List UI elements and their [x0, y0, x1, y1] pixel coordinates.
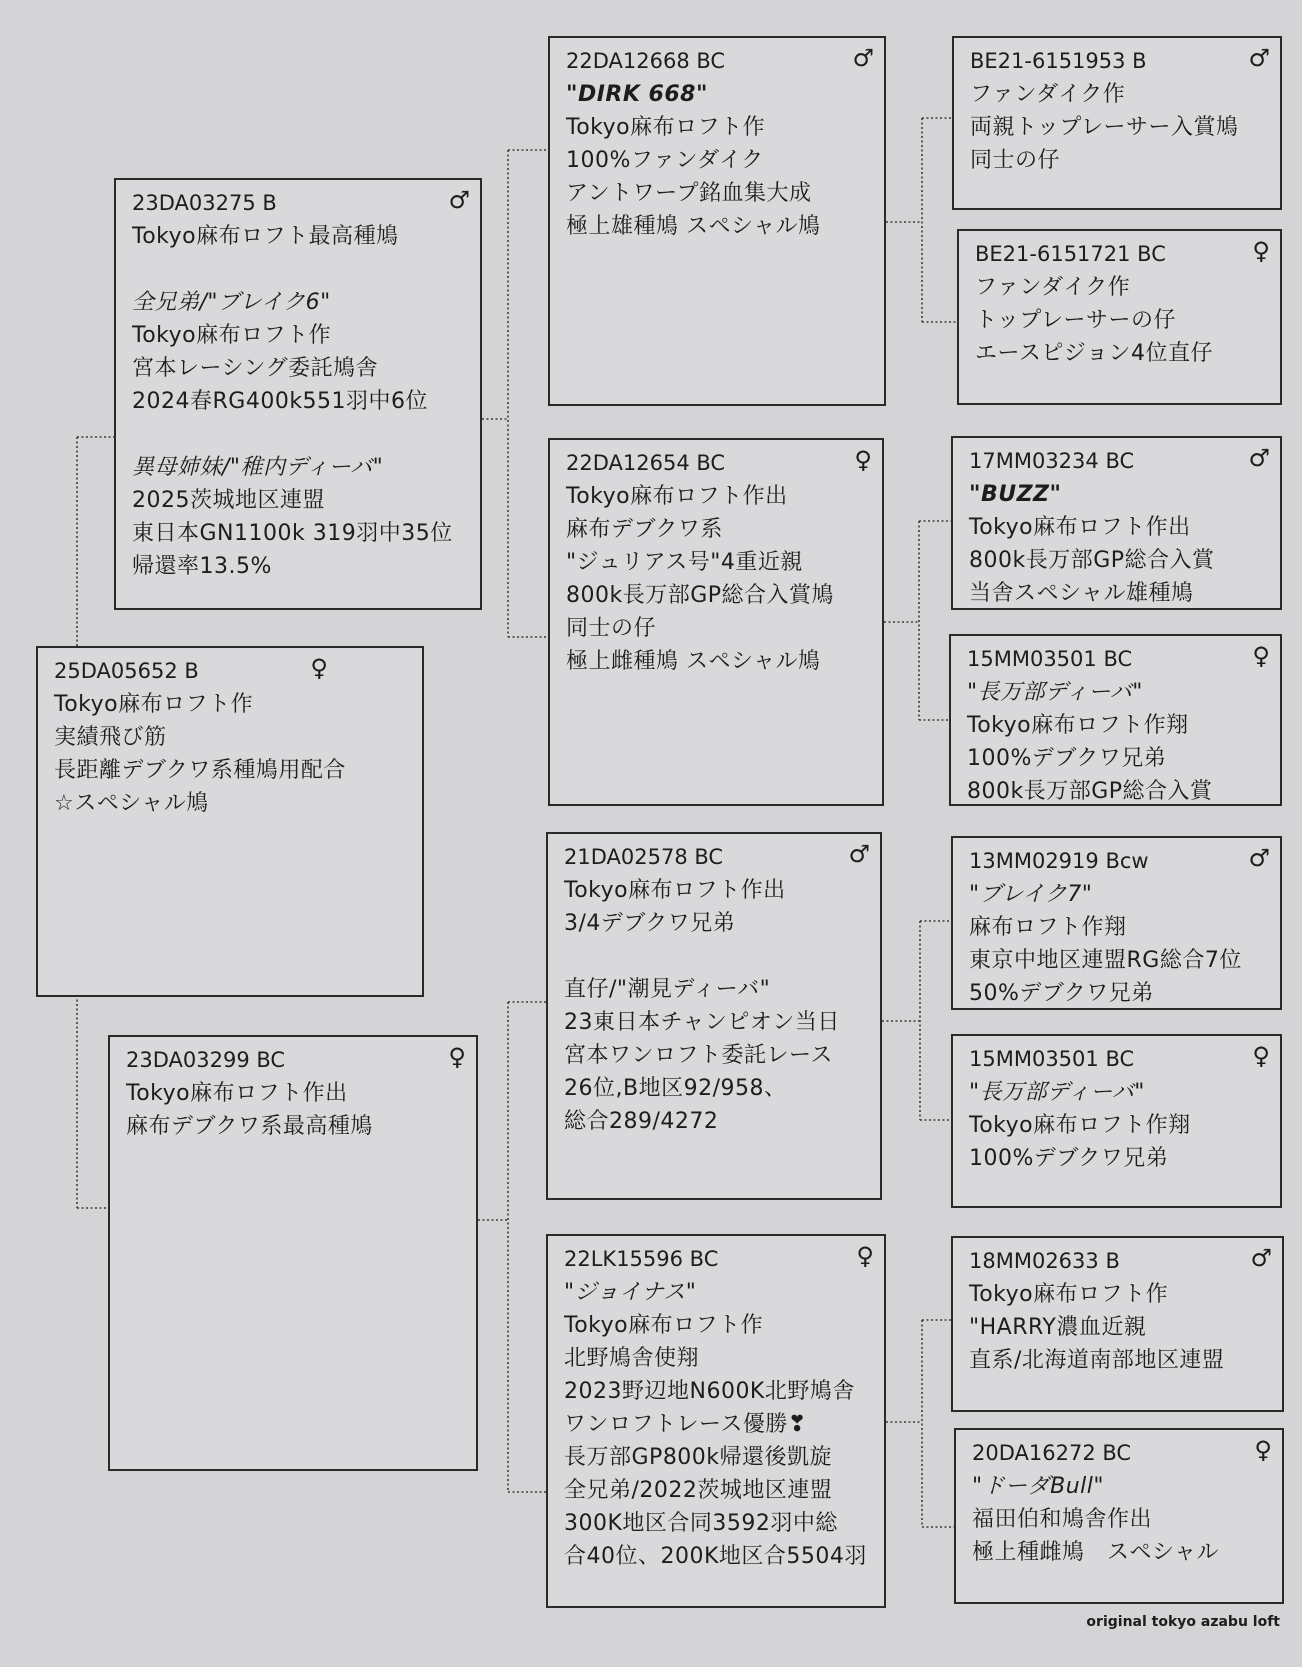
description-lines [126, 1077, 468, 1143]
band-number: 20DA16272 BC [972, 1441, 1132, 1465]
description-line: 3/4デブクワ兄弟 [564, 911, 736, 936]
description-line: "BUZZ" [969, 482, 1062, 507]
description-lines [967, 676, 1272, 808]
description-line: "DIRK 668" [566, 82, 708, 107]
description-line: Tokyo麻布ロフト最高種鳩 [132, 224, 399, 249]
description-line: 極上雄種鳩 スペシャル鳩 [566, 214, 821, 239]
pedigree-card-ggp-8 [954, 1428, 1284, 1604]
pedigree-card-sire-dam [548, 438, 884, 806]
sex-symbol: ♀ [310, 654, 328, 682]
description-line: 100%ファンダイク [566, 148, 764, 173]
description-lines [969, 1076, 1272, 1175]
band-number: BE21-6151953 B [970, 49, 1147, 73]
sex-symbol: ♀ [856, 1242, 874, 1270]
pedigree-card-ggp-6 [951, 1034, 1282, 1208]
pedigree-card-ggp-1 [952, 36, 1282, 210]
description-line: アントワープ銘血集大成 [566, 181, 812, 206]
description-line: 300K地区合同3592羽中総 [564, 1511, 838, 1536]
band-number: 21DA02578 BC [564, 845, 724, 869]
description-lines [969, 878, 1272, 1010]
sex-symbol: ♂ [848, 840, 870, 868]
description-line: ファンダイク作 [975, 275, 1131, 300]
description-line: "ドーダBull" [972, 1474, 1104, 1499]
band-number: 25DA05652 B [54, 659, 199, 683]
pedigree-card-ggp-7 [951, 1236, 1284, 1412]
band-number: 22DA12668 BC [566, 49, 726, 73]
description-line: 直系/北海道南部地区連盟 [969, 1348, 1225, 1373]
band-number: 22LK15596 BC [564, 1247, 719, 1271]
description-lines [54, 688, 414, 820]
band-number: 15MM03501 BC [967, 647, 1133, 671]
band-number: 17MM03234 BC [969, 449, 1135, 473]
description-line: Tokyo麻布ロフト作出 [969, 515, 1191, 540]
description-line: 当舎スペシャル雄種鳩 [969, 581, 1194, 606]
sex-symbol: ♂ [1248, 44, 1270, 72]
sex-symbol: ♂ [448, 186, 470, 214]
description-line: 全兄弟/"ブレイク6" [132, 290, 331, 315]
description-lines [564, 1276, 876, 1573]
pedigree-card-ggp-2 [957, 229, 1282, 405]
description-line: 麻布ロフト作翔 [969, 915, 1127, 940]
band-number: 23DA03275 B [132, 191, 277, 215]
sex-symbol: ♀ [1252, 1042, 1270, 1070]
description-line: 100%デブクワ兄弟 [969, 1146, 1169, 1171]
description-line: 800k長万部GP総合入賞 [967, 779, 1213, 804]
description-lines [566, 78, 876, 243]
pedigree-card-ggp-3 [951, 436, 1282, 610]
pedigree-card-subject [36, 646, 424, 997]
description-line: Tokyo麻布ロフト作出 [126, 1081, 348, 1106]
description-lines [566, 480, 874, 678]
description-line: 50%デブクワ兄弟 [969, 981, 1154, 1006]
description-line: Tokyo麻布ロフト作 [54, 692, 254, 717]
pedigree-card-sire-sire [548, 36, 886, 406]
description-line: 同士の仔 [970, 148, 1061, 173]
description-line: 23東日本チャンピオン当日 [564, 1010, 840, 1035]
band-number: BE21-6151721 BC [975, 242, 1166, 266]
pedigree-card-dam-sire [546, 832, 882, 1200]
band-number: 23DA03299 BC [126, 1048, 286, 1072]
description-line: 2025茨城地区連盟 [132, 488, 325, 513]
description-line: 東日本GN1100k 319羽中35位 [132, 521, 453, 546]
description-line: 合40位、200K地区合5504羽 [564, 1544, 867, 1569]
description-line: 2024春RG400k551羽中6位 [132, 389, 429, 414]
description-line: Tokyo麻布ロフト作出 [564, 878, 786, 903]
description-line: Tokyo麻布ロフト作 [564, 1313, 764, 1338]
pedigree-card-dam-dam [546, 1234, 886, 1608]
sex-symbol: ♀ [1252, 237, 1270, 265]
description-line: 麻布デブクワ系最高種鳩 [126, 1114, 373, 1139]
description-line: "ジョイナス" [564, 1280, 697, 1305]
band-number: 13MM02919 Bcw [969, 849, 1149, 873]
description-line: 異母姉妹/"稚内ディーバ" [132, 455, 384, 480]
description-line: 宮本レーシング委託鳩舎 [132, 356, 379, 381]
description-lines [969, 1278, 1274, 1377]
description-line: "ブレイク7" [969, 882, 1093, 907]
description-line: 100%デブクワ兄弟 [967, 746, 1167, 771]
description-line: 帰還率13.5% [132, 554, 272, 579]
description-line: 直仔/"潮見ディーバ" [564, 977, 771, 1002]
description-line: 極上種雌鳩 スペシャル [972, 1540, 1220, 1565]
description-line: "長万部ディーバ" [967, 680, 1143, 705]
band-number: 22DA12654 BC [566, 451, 726, 475]
description-lines [132, 220, 472, 583]
sex-symbol: ♂ [1250, 1244, 1272, 1272]
description-line: 麻布デブクワ系 [566, 517, 723, 542]
description-line: ☆スペシャル鳩 [54, 791, 209, 816]
description-line: Tokyo麻布ロフト作出 [566, 484, 788, 509]
description-line: Tokyo麻布ロフト作翔 [969, 1113, 1191, 1138]
description-line: 福田伯和鳩舎作出 [972, 1507, 1153, 1532]
description-line: 実績飛び筋 [54, 725, 167, 750]
description-line [132, 253, 472, 286]
description-line: 800k長万部GP総合入賞 [969, 548, 1215, 573]
description-line: トップレーサーの仔 [975, 308, 1176, 333]
description-lines [969, 478, 1272, 610]
pedigree-card-sire [114, 178, 482, 610]
description-line: 東京中地区連盟RG総合7位 [969, 948, 1242, 973]
sex-symbol: ♀ [1254, 1436, 1272, 1464]
description-line: 全兄弟/2022茨城地区連盟 [564, 1478, 833, 1503]
description-line: 同士の仔 [566, 616, 657, 641]
description-line: Tokyo麻布ロフト作 [969, 1282, 1169, 1307]
description-line [564, 940, 872, 973]
band-number: 18MM02633 B [969, 1249, 1120, 1273]
pedigree-card-ggp-5 [951, 836, 1282, 1010]
credit-text: original tokyo azabu loft [1086, 1614, 1280, 1630]
description-line: 宮本ワンロフト委託レース [564, 1043, 833, 1068]
description-line: "長万部ディーバ" [969, 1080, 1145, 1105]
description-line: 長万部GP800k帰還後凱旋 [564, 1445, 833, 1470]
description-line: Tokyo麻布ロフト作 [132, 323, 332, 348]
description-line: 北野鳩舎使翔 [564, 1346, 700, 1371]
sex-symbol: ♂ [1248, 844, 1270, 872]
sex-symbol: ♂ [1248, 444, 1270, 472]
description-line: 長距離デブクワ系種鳩用配合 [54, 758, 346, 783]
description-line: 極上雌種鳩 スペシャル鳩 [566, 649, 821, 674]
pedigree-card-ggp-4 [949, 634, 1282, 806]
pedigree-card-dam [108, 1035, 478, 1471]
description-line: ワンロフトレース優勝❣ [564, 1412, 807, 1437]
description-line: 26位,B地区92/958、 [564, 1076, 787, 1101]
description-line: エースピジョン4位直仔 [975, 341, 1213, 366]
description-line: 総合289/4272 [564, 1109, 719, 1134]
band-number: 15MM03501 BC [969, 1047, 1135, 1071]
description-line: 800k長万部GP総合入賞鳩 [566, 583, 835, 608]
sex-symbol: ♀ [854, 446, 872, 474]
description-line: "ジュリアス号"4重近親 [566, 550, 803, 575]
description-lines [564, 874, 872, 1138]
description-line: ファンダイク作 [970, 82, 1126, 107]
description-line: "HARRY濃血近親 [969, 1315, 1147, 1340]
description-line [132, 418, 472, 451]
description-line: 2023野辺地N600K北野鳩舎 [564, 1379, 855, 1404]
description-lines [970, 78, 1272, 177]
description-line: 両親トップレーサー入賞鳩 [970, 115, 1239, 140]
description-line: Tokyo麻布ロフト作 [566, 115, 766, 140]
sex-symbol: ♂ [852, 44, 874, 72]
sex-symbol: ♀ [448, 1043, 466, 1071]
description-line: Tokyo麻布ロフト作翔 [967, 713, 1189, 738]
description-lines [975, 271, 1272, 370]
sex-symbol: ♀ [1252, 642, 1270, 670]
description-lines [972, 1470, 1274, 1569]
